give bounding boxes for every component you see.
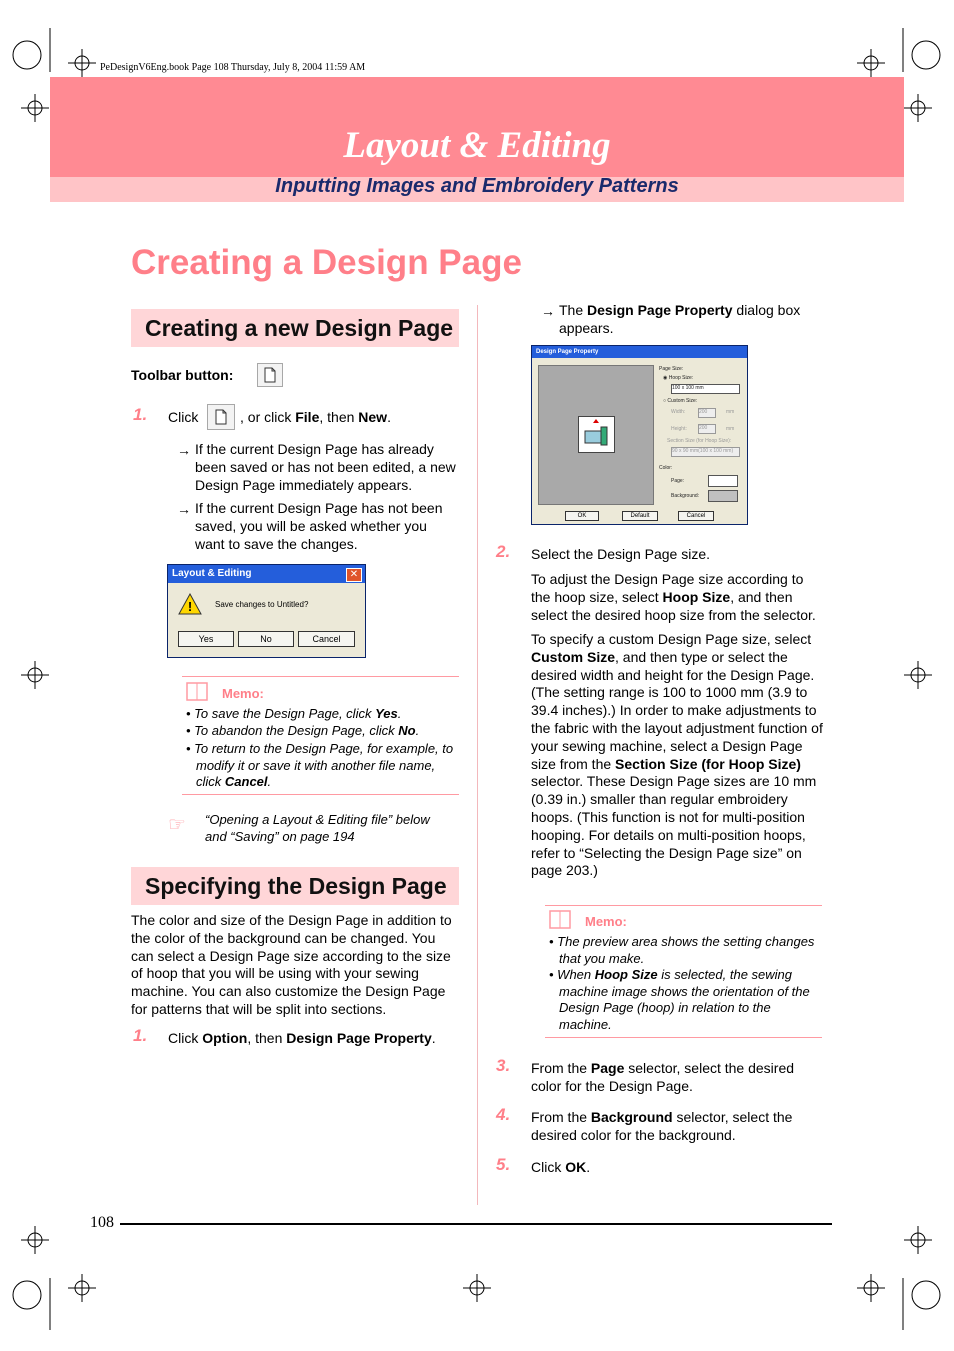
text-frag: is selected, the sewing machine image shows the orientation of the Design Page (hoop) in relation to the machine. [559,967,810,1032]
page-color-label: Page: [671,478,685,484]
text-frag: Background [590,1109,673,1125]
dialog-title: Layout & Editing [168,565,365,583]
text-frag: To abandon the Design Page, click [194,723,399,738]
section-heading-text: Specifying the Design Page [145,873,447,899]
step-text-rest [240,409,391,427]
memo-item: • The preview area shows the setting changes that you make. [549,934,815,966]
text-frag: Cancel [224,774,268,789]
text-frag: Custom Size [531,648,616,665]
print-info: PeDesignV6Eng.book Page 108 Thursday, July 8, 2004 11:59 AM [100,62,366,73]
toolbar-label: Toolbar button: [131,367,234,383]
footer-rule [120,1223,832,1225]
menu-file: File [295,409,320,425]
arrow-icon: → [177,501,191,517]
text-frag: To specify a custom Design Page size, select [531,631,812,647]
yes-button[interactable]: Yes [178,631,234,647]
text-frag: . [267,774,272,789]
step-text [168,1030,436,1048]
column-divider [477,305,478,1205]
custom-size-radio[interactable]: ○ Custom Size: [663,398,698,404]
text-frag: Design Page Property [587,302,733,318]
memo-item: • To return to the Design Page, for example, to modify it or save it with another file name, click Cancel. [186,741,454,789]
text-frag: From the [531,1060,591,1076]
new-page-icon [258,364,282,386]
section-heading-specifying [131,867,459,905]
memo-title: Memo: [222,686,264,701]
paragraph-hoop-size [531,571,823,624]
height-unit: mm [726,426,735,432]
text-frag: Section Size (for Hoop Size) [615,755,801,772]
text-frag: To return to the Design Page, for example, to modify it or save it with another file name, click [194,741,454,789]
text-frag: , then [247,1030,287,1046]
menu-design-page-property: Design Page Property [286,1030,432,1046]
page-number: 108 [90,1214,114,1231]
menu-new: New [358,409,388,425]
text-frag: Click [531,1159,566,1175]
step-number: 4. [496,1105,511,1124]
text-frag: Page [590,1060,625,1076]
step-number: 5. [496,1155,511,1174]
step-text: Select the Design Page size. [531,546,710,562]
dialog-message: Save changes to Untitled? [215,600,309,609]
no-button[interactable]: No [238,631,294,647]
sewing-machine-icon [579,417,614,452]
text-frag: , or click [240,409,296,425]
chapter-subtitle: Inputting Images and Embroidery Patterns [275,175,679,197]
text-frag: . [415,723,420,738]
section-size-select[interactable]: 90 x 90 mm(100 x 100 mm) [671,447,740,457]
result-text [559,302,824,338]
new-page-icon [208,405,234,429]
step-number: 3. [496,1056,511,1075]
page-title: Creating a Design Page [131,243,522,282]
step-text [531,1159,590,1177]
svg-text:!: ! [187,599,193,614]
ok-button[interactable]: OK [565,511,599,521]
height-label: Height: [671,426,687,432]
text-frag: . [387,409,391,425]
text-frag: selector, select the desired color for the Design Page. [531,1060,795,1094]
text-frag: Hoop Size [594,967,658,982]
hoop-size-value: 100 x 100 mm [672,385,704,391]
menu-option: Option [202,1030,248,1046]
memo-box [545,905,822,1038]
section-intro: The color and size of the Design Page in addition to the color of the background can be changed. You can select a Design Page size according to the size of hoop that you will be using with your sewing machine. You can also customize the Design Page for patterns that will be split into sections. [131,912,452,1017]
text-frag: From the [531,1109,591,1125]
step-number: 1. [133,1026,148,1045]
section-heading-text: Creating a new Design Page [145,315,454,341]
text-frag: To save the Design Page, click [194,706,376,721]
text-frag: selector. These Design Page sizes are 10 mm (0.39 in.) smaller than regular embroidery hoops. (This function is not for multi-position hooping. For details on multi-position hoops, refer to “Selecting the Design Page size” on page 203.) [531,773,817,879]
text-frag: Hoop Size [662,588,731,605]
cancel-button[interactable]: Cancel [298,631,355,647]
step-text [531,1060,823,1096]
memo-title: Memo: [585,914,627,929]
text-frag: When [557,967,595,982]
text-frag: , and then select the desired hoop size from the selector. [531,588,816,623]
section-heading-new-design-page [131,309,459,347]
design-page-property-dialog [531,345,748,525]
text-frag: No [398,723,416,738]
step-text [168,409,198,427]
save-changes-dialog [167,564,366,658]
memo-book-icon [548,909,574,931]
reference-text: “Opening a Layout & Editing file” below and “Saving” on page 194 [205,812,430,844]
text-frag: Click [168,1030,203,1046]
new-page-button-inline[interactable] [207,404,235,430]
default-button[interactable]: Default [622,511,658,521]
text-frag: OK [565,1159,587,1175]
result-text-1: If the current Design Page has already been saved or has not been edited, a new Design Page immediately appears. [195,441,456,493]
width-input[interactable]: 200 [698,408,716,418]
arrow-icon: → [177,442,191,458]
chapter-title: Layout & Editing [343,125,611,166]
sewing-machine-image [578,416,615,453]
arrow-icon: → [541,303,555,319]
close-icon[interactable]: ✕ [346,568,362,582]
hoop-size-select[interactable] [671,384,740,394]
page-color-select[interactable] [708,475,738,487]
text-frag: To adjust the Design Page size according to the hoop size, select [531,571,804,605]
cancel-button[interactable]: Cancel [678,511,714,521]
hoop-size-label: Hoop Size: [668,375,694,381]
result-text-2: If the current Design Page has not been saved, you will be asked whether you want to save the changes. [195,500,443,552]
reference-hand-icon: ☞ [168,814,186,836]
section-size-label: Section Size (for Hoop Size): [667,438,732,444]
background-color-label: Background: [671,493,700,499]
dialog-title: Design Page Property [532,346,747,358]
text-frag: , and then type or select the desired width and height for the Design Page. (The setting range is 100 to 1000 mm (3.9 to 39.4 inches).) In order to make adjustments to the fabric with the layout adjustment function of your sewing machine, select a Design Page size from the [531,648,823,772]
text-frag: . [431,1030,436,1046]
text-frag: The [559,302,588,318]
background-color-select[interactable] [708,490,738,502]
hoop-size-radio[interactable]: ◉ Hoop Size: [663,375,694,381]
memo-item: • To abandon the Design Page, click No. [186,723,420,738]
page-size-label: Page Size: [659,366,684,372]
height-input[interactable]: 200 [698,424,716,434]
width-label: Width: [671,409,686,415]
step-number: 1. [133,405,148,424]
text-frag: , then [319,409,359,425]
color-label: Color: [659,465,673,471]
step-text [531,1109,823,1145]
custom-size-label: Custom Size: [667,398,698,404]
memo-item: • When Hoop Size is selected, the sewing machine image shows the orientation of the Design Page (hoop) in relation to the machine. [549,967,810,1032]
text-frag: dialog box appears. [559,302,801,336]
width-unit: mm [726,409,735,415]
text-frag: Yes [375,706,398,721]
memo-book-icon [185,681,211,703]
text-frag: . [397,706,402,721]
new-page-toolbar-button[interactable] [257,363,283,387]
memo-box [182,676,459,795]
warning-icon [178,593,202,615]
text-frag: selector, select the desired color for the background. [531,1109,793,1143]
step-number: 2. [496,542,511,561]
memo-item: • To save the Design Page, click Yes. [186,706,402,721]
text-frag: The preview area shows the setting changes that you make. [557,934,815,966]
paragraph-custom-size [531,631,823,880]
text-frag: . [586,1159,591,1175]
step-click-text: Click [168,409,199,425]
